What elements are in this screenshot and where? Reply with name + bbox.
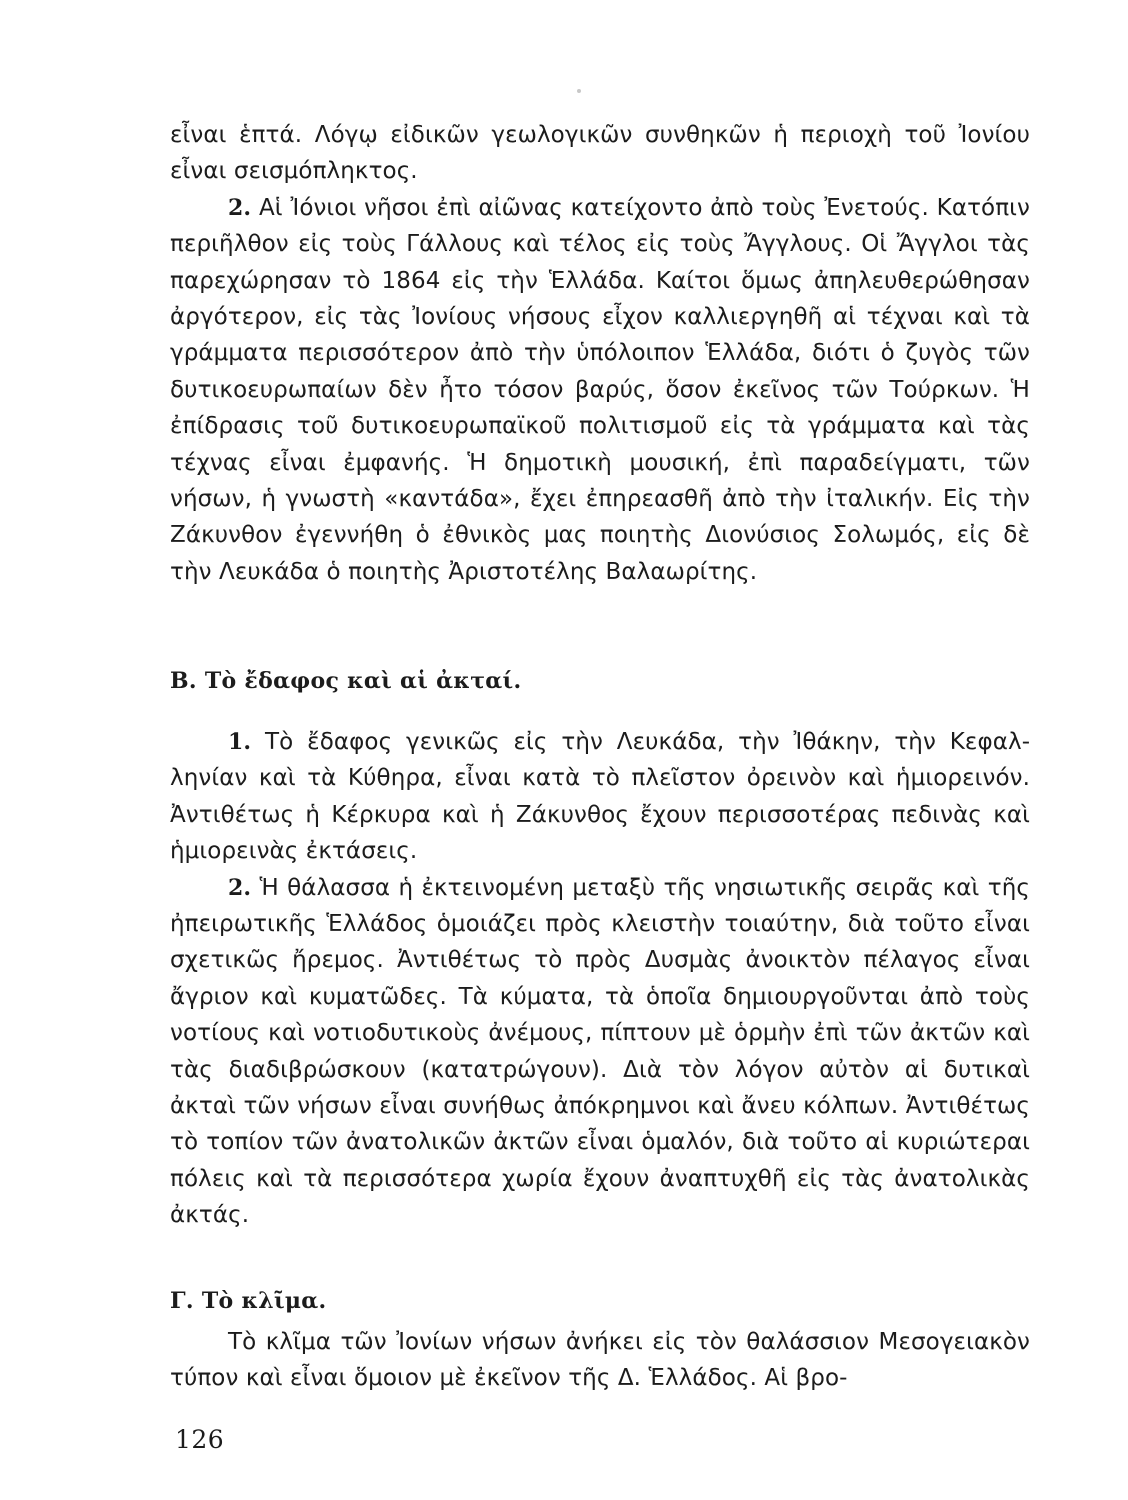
scan-speck (577, 89, 581, 93)
paragraph-number: 2. (228, 874, 252, 901)
section-b-heading: Β. Τὸ ἔδαφος καὶ αἱ ἀκταί. (170, 668, 522, 694)
paragraph-sea-text: Ἡ θάλασσα ἡ ἐκτεινομένη μεταξὺ τῆς νησιωτικῆς σειρᾶς καὶ τῆς ἠπειρωτικῆς Ἑλλάδος ὁμοιάζει πρὸς κλειστὴν τοιαύτην, διὰ τοῦτο εἶναι σχετικῶς ἤρεμος. Ἀντιθέτως τὸ πρὸς Δυσμὰς ἀνοικτὸν πέλαγος εἶναι ἄγριον καὶ κυματῶδες. Τὰ κύματα, τὰ ὁποῖα δημιουργοῦνται ἀπὸ τοὺς νοτίους καὶ νοτιοδυτικοὺς ἀνέμους, πίπτουν μὲ ὁρμὴν ἐπὶ τῶν ἀκτῶν καὶ τὰς διαδιβρώσκουν (κατατρώγουν). Διὰ τὸν λόγον αὐτὸν αἱ δυτικαὶ ἀκταὶ τῶν νήσων εἶναι συνήθως ἀπόκρημνοι καὶ ἄνευ κόλπων. Ἀντιθέτως τὸ τοπίον τῶν ἀνατολικῶν ἀκτῶν εἶναι ὁμαλόν, διὰ τοῦτο αἱ κυριώτεραι πόλεις καὶ τὰ περισσότερα χωρία ἔχουν ἀναπτυχθῆ εἰς τὰς ἀνατολικὰς ἀκτάς. (170, 874, 1030, 1229)
paragraph-terrain-text: Τὸ ἔδαφος γενικῶς εἰς τὴν Λευκάδα, τὴν Ἰθάκην, τὴν Κεφαλληνίαν καὶ τὰ Κύθηρα, εἶναι κατὰ τὸ πλεῖστον ὀρεινὸν καὶ ἡμιορεινόν. Ἀντιθέτως ἡ Κέρκυρα καὶ ἡ Ζάκυνθος ἔχουν περισσοτέρας πεδινὰς καὶ ἡμιορεινὰς ἐκτάσεις. (170, 729, 1030, 865)
paragraph-terrain (170, 724, 1030, 870)
section-c-body (170, 1324, 1030, 1397)
paragraph-history-text: Αἱ Ἰόνιοι νῆσοι ἐπὶ αἰῶνας κατείχοντο ἀπὸ τοὺς Ἐνετούς. Κατόπιν περιῆλθον εἰς τοὺς Γάλλους καὶ τέλος εἰς τοὺς Ἄγγλους. Οἱ Ἄγγλοι τὰς παρεχώρησαν τὸ 1864 εἰς τὴν Ἑλλάδα. Καίτοι ὅμως ἀπηλευθερώθησαν ἀργότερον, εἰς τὰς Ἰονίους νήσους εἶχον καλλιεργηθῆ αἱ τέχναι καὶ τὰ γράμματα περισσότερον ἀπὸ τὴν ὑπόλοιπον Ἑλλάδα, διότι ὁ ζυγὸς τῶν δυτικοευρωπαίων δὲν ἦτο τόσον βαρύς, ὅσον ἐκεῖνος τῶν Τούρκων. Ἡ ἐπίδρασις τοῦ δυτικοευρωπαϊκοῦ πολιτισμοῦ εἰς τὰ γράμματα καὶ τὰς τέχνας εἶναι ἐμφανής. Ἡ δημοτικὴ μουσική, ἐπὶ παραδείγματι, τῶν νήσων, ἡ γνωστὴ «καντάδα», ἔχει ἐπηρεασθῆ ἀπὸ τὴν ἰταλικήν. Εἰς τὴν Ζάκυνθον ἐγεννήθη ὁ ἐθνικὸς μας ποιητὴς Διονύσιος Σολωμός, εἰς δὲ τὴν Λευκάδα ὁ ποιητὴς Ἀριστοτέλης Βαλαωρίτης. (170, 194, 1030, 585)
section-b-body (170, 724, 1030, 1234)
paragraph-history (170, 190, 1030, 590)
paragraph-seismic: εἶναι ἑπτά. Λόγῳ εἰδικῶν γεωλογικῶν συνθηκῶν ἡ περιοχὴ τοῦ Ἰονίου εἶναι σεισμόπληκτος. (170, 122, 1030, 185)
page-number: 126 (175, 1425, 225, 1454)
paragraph-sea (170, 870, 1030, 1234)
paragraph-number: 2. (228, 194, 252, 221)
paragraph-climate: Τὸ κλῖμα τῶν Ἰονίων νήσων ἀνήκει εἰς τὸν θαλάσσιον Μεσογειακὸν τύπον καὶ εἶναι ὅμοιον μὲ ἐκεῖνον τῆς Δ. Ἑλλάδος. Αἱ βρο- (170, 1329, 1030, 1392)
paragraph-number: 1. (228, 729, 252, 755)
section-a-continuation (170, 117, 1030, 590)
section-c-heading: Γ. Τὸ κλῖμα. (170, 1288, 327, 1314)
